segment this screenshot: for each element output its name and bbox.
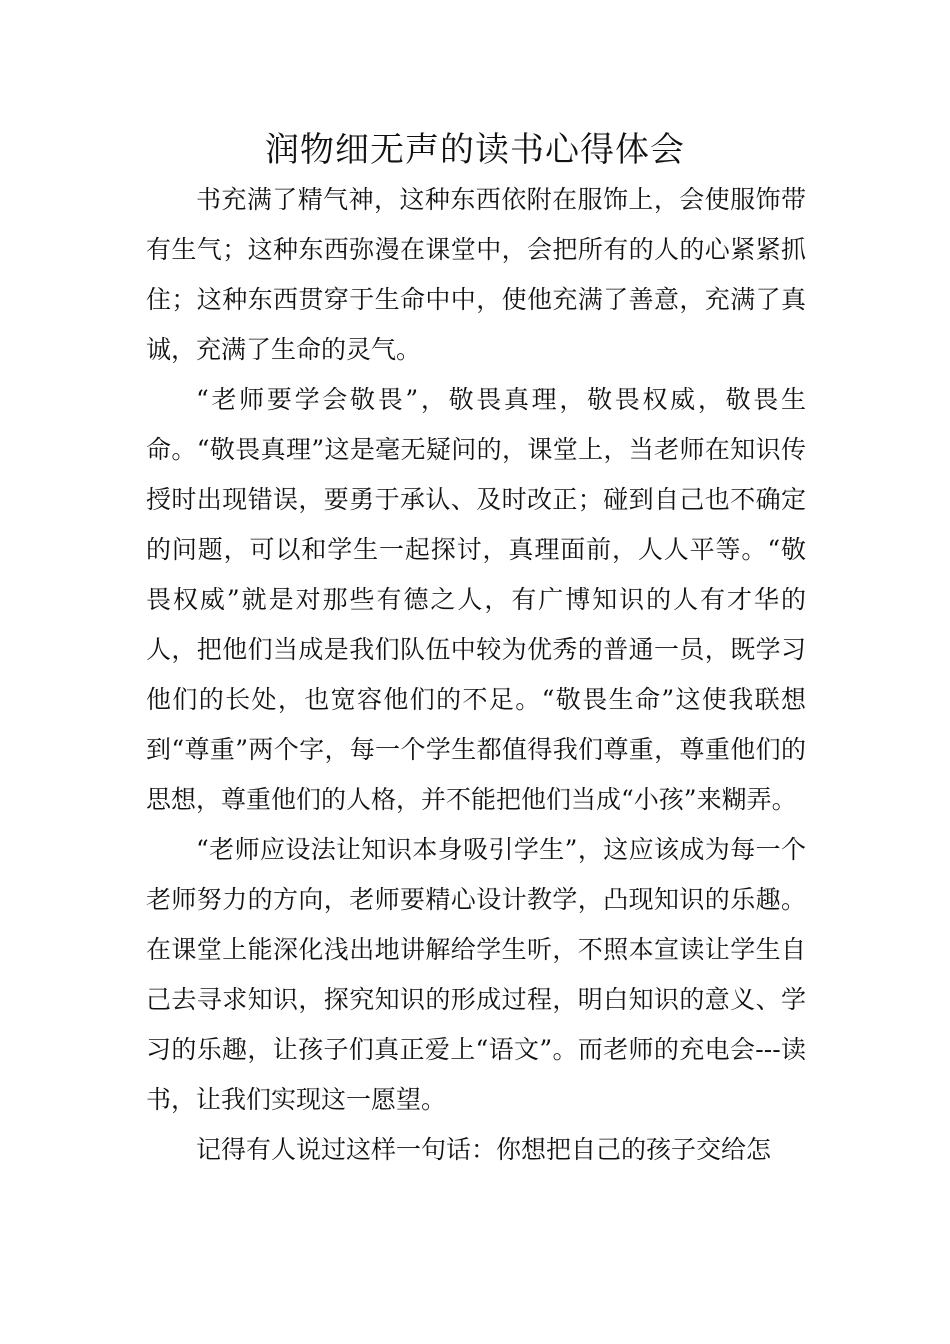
paragraph: 记得有人说过这样一句话：你想把自己的孩子交给怎 xyxy=(196,1135,772,1164)
paragraph: “老师要学会敬畏”，敬畏真理，敬畏权威，敬畏生命。“敬畏真理”这是毫无疑问的，课堂上，当老师在知识传授时出现错误，要勇于承认、及时改正；碰到自己也不确定的问题，可以和学生一起探讨，真理面前，人人平等。“敬畏权威”就是对那些有德之人，有广博知识的人有才华的人，把他们当成是我们队伍中较为优秀的普通一员，既学习他们的长处，也宽容他们的不足。“敬畏生命”这使我联想到“尊重”两个字，每一个学生都值得我们尊重，尊重他们的思想，尊重他们的人格，并不能把他们当成“小孩”来糊弄。 xyxy=(146,385,806,814)
document-body xyxy=(146,175,806,1175)
paragraph: “老师应设法让知识本身吸引学生”，这应该成为每一个老师努力的方向，老师要精心设计教学，凸现知识的乐趣。在课堂上能深化浅出地讲解给学生听，不照本宣读让学生自己去寻求知识，探究知识的形成过程，明白知识的意义、学习的乐趣，让孩子们真正爱上“语文”。而老师的充电会---读书，让我们实现这一愿望。 xyxy=(146,835,806,1114)
document-title: 润物细无声的读书心得体会 xyxy=(265,130,685,170)
paragraph: 书充满了精气神，这种东西依附在服饰上，会使服饰带有生气；这种东西弥漫在课堂中，会把所有的人的心紧紧抓住；这种东西贯穿于生命中中，使他充满了善意，充满了真诚，充满了生命的灵气。 xyxy=(146,185,806,364)
